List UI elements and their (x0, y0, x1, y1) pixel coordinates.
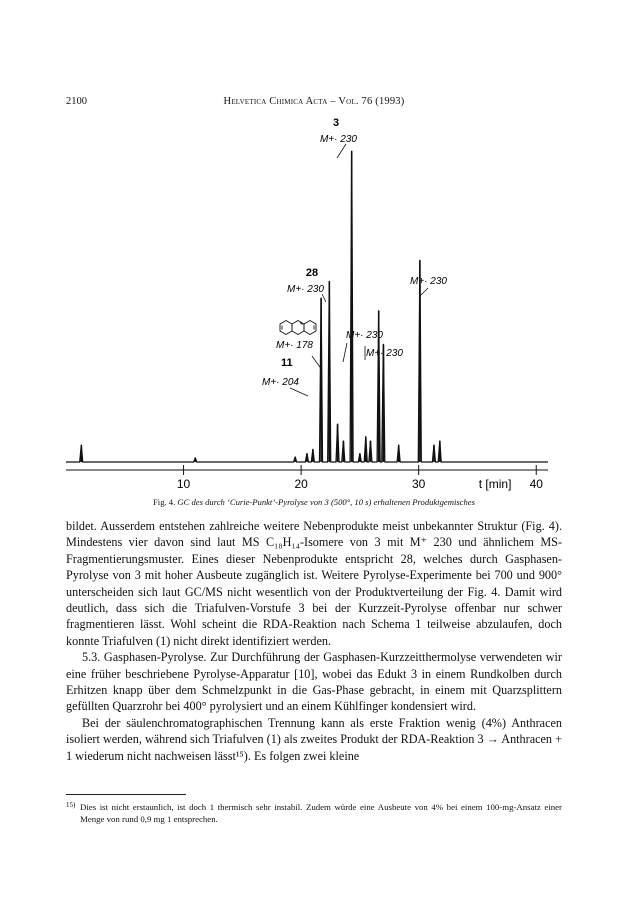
mass-label-anthracene: M+· 178 (276, 340, 313, 351)
figure-caption (66, 497, 562, 507)
mass-label-3: M+· 230 (320, 134, 357, 145)
footnote (66, 801, 562, 825)
label-compound-3: 3 (332, 117, 340, 129)
footnote-mark: 15) (66, 801, 76, 809)
mass-label-28: M+· 230 (287, 284, 324, 295)
figure-label: Fig. 4. (153, 497, 176, 507)
journal-title: Helvetica Chimica Acta – Vol. 76 (1993) (223, 96, 405, 107)
leader-line-11 (290, 388, 308, 396)
footnote-text: Dies ist nicht erstaunlich, ist doch 1 thermisch sehr instabil. Zudem würde eine Ausbeute von 4% bei einem 100-mg-Ansatz einer Menge von rund 0,9 mg 1 entsprechen. (80, 802, 562, 825)
leader-line-28 (322, 294, 326, 302)
mass-label-peak-b: M+· 230 (366, 348, 403, 359)
paragraph: 5.3. Gasphasen-Pyrolyse. Zur Durchführung der Gasphasen-Kurzzeitthermolyse verwendeten wir eine früher beschriebene Pyrolyse-Apparatur [10], wobei das Edukt 3 in einem Rundkolben durch Erhitzen knapp über dem Schmelzpunkt in die Gas-Phase gebracht, in einem mit Quarzsplittern gefüllten Quarzrohr bei 400° pyrolysiert und an einem Kühlfinger kondensiert wird. (66, 650, 562, 714)
leader-line-peak-a (343, 343, 347, 362)
body-text (66, 518, 562, 764)
mass-label-11: M+· 204 (262, 377, 299, 388)
x-tick-label-3: 40 (529, 477, 543, 491)
footnote-rule (66, 794, 186, 795)
mass-label-peak-a: M+· 230 (346, 330, 383, 341)
x-tick-label-0: 10 (176, 477, 191, 491)
figure-caption-text: GC des durch ‘Curie-Punkt’-Pyrolyse von 3 (500°, 10 s) erhaltenen Produktgemisches (177, 497, 475, 507)
anthracene-structure-icon (280, 321, 316, 335)
label-compound-28: 28 (305, 267, 319, 279)
x-axis-label: t [min] (478, 477, 512, 491)
mass-label-peak-c: M+· 230 (410, 276, 447, 287)
leader-line-3 (337, 144, 346, 158)
x-tick-label-1: 20 (294, 477, 308, 491)
page-number: 2100 (66, 96, 87, 107)
label-compound-11: 11 (281, 357, 293, 369)
leader-line-peak-c (420, 288, 428, 296)
paragraph: bildet. Ausserdem entstehen zahlreiche weitere Nebenprodukte meist unbekannter Struktur (Fig. 4). Mindestens vier davon sind laut MS C₁₈H₁₄-Isomere von 3 mit M⁺ 230 und ähnlichem MS-Fragmentierungsmuster. Eines dieser Nebenprodukte entspricht 28, welches durch Gasphasen-Pyrolyse von 3 mit hoher Ausbeute zugänglich ist. Weitere Pyrolyse-Experimente bei 700 und 900° unterscheiden sich laut GC/MS nicht wesentlich von der Produktverteilung der Fig. 4. Damit wird deutlich, dass sich die Triafulven-Vorstufe 3 bei der Kurzzeit-Pyrolyse offenbar nur schwer fragmentieren lässt. Wohl scheint die RDA-Reaktion nach Schema 1 teilweise abzulaufen, doch konnte Triafulven (1) nicht direkt identifiziert werden. (66, 519, 562, 648)
x-tick-label-2: 30 (412, 477, 426, 491)
paragraph: Bei der säulenchromatographischen Trennung kann als erste Fraktion wenig (4%) Anthracen isoliert werden, während sich Triafulven (1) als zweites Produkt der RDA-Reaktion 3 → Anthracen + 1 wiederum nicht nachweisen lässt¹⁵). Es folgen zwei kleine (66, 715, 562, 763)
chromatogram-trace (66, 151, 548, 462)
